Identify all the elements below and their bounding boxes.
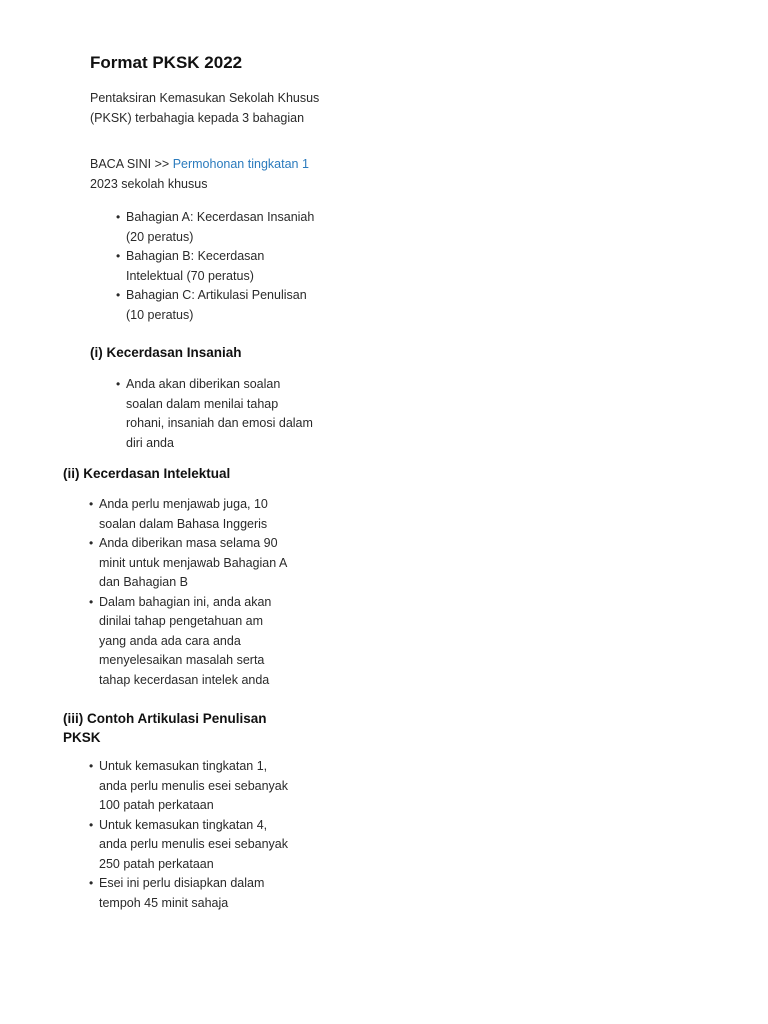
- section-heading-intelektual: (ii) Kecerdasan Intelektual: [63, 466, 231, 481]
- intro-paragraph: [90, 88, 319, 128]
- bullet-icon: •: [89, 759, 94, 773]
- list-item-line: anda perlu menulis esei sebanyak: [99, 778, 289, 793]
- list-item-line: dinilai tahap pengetahuan am: [99, 614, 264, 628]
- list-item: [116, 208, 314, 247]
- bullet-icon: •: [116, 288, 121, 302]
- list-item-line: Anda diberikan masa selama 90: [99, 536, 278, 550]
- artikulasi-heading-line-2: PKSK: [63, 730, 101, 745]
- bullet-icon: •: [89, 876, 94, 890]
- list-item-line: (10 peratus): [126, 307, 194, 322]
- list-item: [89, 593, 287, 691]
- list-item-line: Bahagian B: Kecerdasan: [126, 249, 265, 263]
- bullet-icon: •: [89, 497, 94, 511]
- baca-prefix: BACA SINI >>: [90, 157, 173, 171]
- list-item: [89, 534, 287, 593]
- list-item-line: minit untuk menjawab Bahagian A: [99, 555, 288, 570]
- bullet-icon: •: [89, 817, 94, 832]
- list-item-line: Dalam bahagian ini, anda akan: [99, 594, 272, 609]
- artikulasi-list: [89, 757, 288, 913]
- list-item-line: Untuk kemasukan tingkatan 4,: [99, 817, 268, 832]
- insaniah-list: [116, 375, 313, 453]
- list-item: [89, 757, 288, 816]
- list-item: [116, 375, 313, 453]
- baca-suffix: 2023 sekolah khusus: [90, 177, 208, 191]
- bahagian-list: [116, 208, 314, 325]
- bullet-icon: •: [89, 594, 94, 609]
- section-heading-insaniah: (i) Kecerdasan Insaniah: [90, 345, 242, 360]
- list-item-line: Untuk kemasukan tingkatan 1,: [99, 759, 268, 773]
- list-item-line: dan Bahagian B: [99, 575, 188, 589]
- intro-line-2: (PKSK) terbahagia kepada 3 bahagian: [90, 111, 305, 125]
- list-item-line: diri anda: [126, 435, 174, 450]
- list-item-line: menyelesaikan masalah serta: [99, 653, 265, 667]
- list-item-line: 100 patah perkataan: [99, 798, 214, 812]
- list-item-line: Anda perlu menjawab juga, 10: [99, 497, 268, 511]
- list-item-line: yang anda ada cara anda: [99, 633, 241, 648]
- intelektual-list: [89, 495, 287, 690]
- list-item-line: soalan dalam menilai tahap: [126, 396, 279, 411]
- list-item: [116, 286, 314, 325]
- list-item-line: Anda akan diberikan soalan: [126, 377, 281, 391]
- list-item: [89, 874, 288, 913]
- page-title: Format PKSK 2022: [90, 53, 243, 72]
- bullet-icon: •: [89, 536, 94, 550]
- intro-line-1: Pentaksiran Kemasukan Sekolah Khusus: [90, 91, 320, 105]
- bullet-icon: •: [116, 210, 121, 224]
- list-item-line: Esei ini perlu disiapkan dalam: [99, 876, 265, 890]
- list-item-line: tempoh 45 minit sahaja: [99, 895, 229, 910]
- artikulasi-heading-line-1: (iii) Contoh Artikulasi Penulisan: [63, 711, 267, 726]
- bullet-icon: •: [116, 249, 121, 263]
- list-item-line: rohani, insaniah dan emosi dalam: [126, 416, 313, 430]
- list-item-line: tahap kecerdasan intelek anda: [99, 672, 270, 687]
- list-item-line: anda perlu menulis esei sebanyak: [99, 837, 289, 851]
- baca-sini-paragraph: [90, 154, 309, 194]
- bullet-icon: •: [116, 377, 121, 391]
- permohonan-link[interactable]: Permohonan tingkatan 1: [172, 157, 309, 171]
- list-item-line: soalan dalam Bahasa Inggeris: [99, 516, 268, 531]
- list-item-line: Bahagian A: Kecerdasan Insaniah: [126, 210, 315, 224]
- list-item-line: Intelektual (70 peratus): [126, 268, 254, 283]
- list-item-line: 250 patah perkataan: [99, 856, 214, 871]
- section-heading-artikulasi: [63, 709, 267, 747]
- list-item: [116, 247, 314, 286]
- list-item-line: Bahagian C: Artikulasi Penulisan: [126, 288, 307, 302]
- list-item-line: (20 peratus): [126, 229, 194, 244]
- list-item: [89, 816, 288, 875]
- list-item: [89, 495, 287, 534]
